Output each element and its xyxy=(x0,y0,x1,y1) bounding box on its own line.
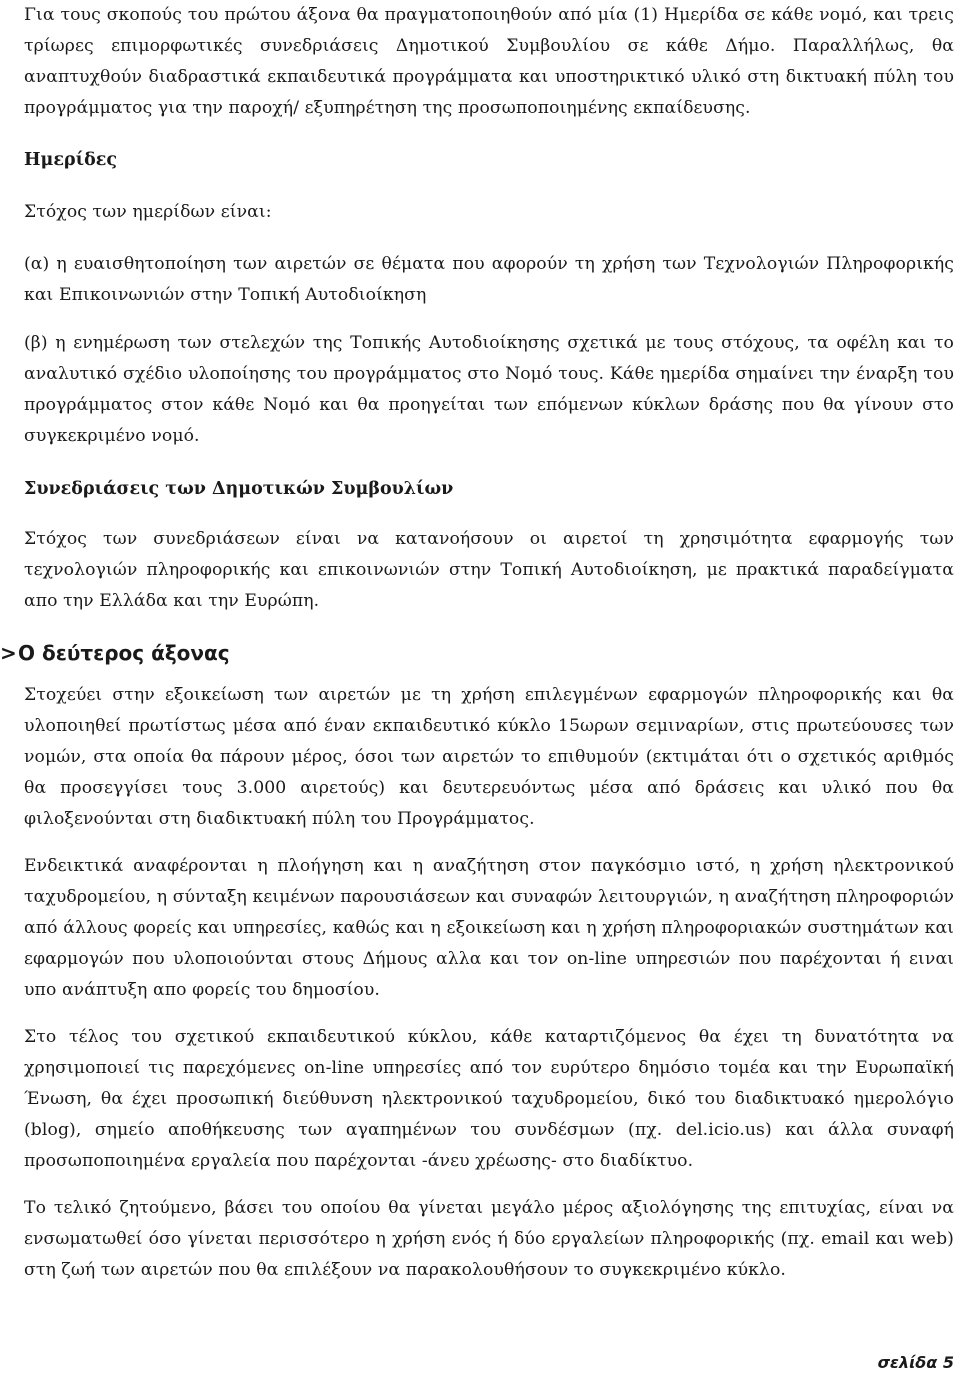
imerides-item-a: (α) η ευαισθητοποίηση των αιρετών σε θέματα που αφορούν τη χρήση των Τεχνολογιών Πληροφορικής και Επικοινωνιών στην Τοπική Αυτοδιοίκηση xyxy=(24,254,954,305)
second-axis-title: Ο δεύτερος άξονας xyxy=(18,641,230,665)
second-axis-paragraph-2: Ενδεικτικά αναφέρονται η πλοήγηση και η αναζήτηση στον παγκόσμιο ιστό, η χρήση ηλεκτρονικού ταχυδρομείου, η σύνταξη κειμένων παρουσιάσεων και συναφών λειτουργιών, η αναζήτηση πληροφοριών από άλλους φορείς και υπηρεσίες, καθώς και η εξοικείωση και η χρήση πληροφοριακών συστημάτων και εφαρμογών που υλοποιούνται στους Δήμους αλλα και τον on-line υπηρεσιών που παρέχονται ή ειναι υπο ανάπτυξη απο φορείς του δημοσίου. xyxy=(24,856,954,1000)
arrow-icon: > xyxy=(0,641,17,665)
heading-imerides: Ημερίδες xyxy=(24,150,118,170)
second-axis-paragraph-1: Στοχεύει στην εξοικείωση των αιρετών με τη χρήση επιλεγμένων εφαρμογών πληροφορικής και θα υλοποιηθεί πρωτίστως μέσα από έναν εκπαιδευτικό κύκλο 15ωρων σεμιναρίων, στις πρωτεύουσες των νομών, στα οποία θα πάρουν μέρος, όσοι των αιρετών το επιθυμούν (εκτιμάται ότι ο σχετικός αριθμός θα προσεγγίσει τους 3.000 αιρετούς) και δευτερευόντως μέσα από δράσεις και υλικό που θα φιλοξενούνται στη διαδικτυακή πύλη του Προγράμματος. xyxy=(24,685,954,829)
second-axis-paragraph-4: Το τελικό ζητούμενο, βάσει του οποίου θα γίνεται μεγάλο μέρος αξιολόγησης της επιτυχίας, είναι να ενσωματωθεί όσο γίνεται περισσότερο η χρήση ενός ή δύο εργαλείων πληροφορικής (πχ. email και web) στη ζωή των αιρετών που θα επιλέξουν να παρακολουθήσουν το συγκεκριμένο κύκλο. xyxy=(24,1198,954,1280)
page-number: σελίδα 5 xyxy=(877,1353,954,1372)
second-axis-paragraph-3: Στο τέλος του σχετικού εκπαιδευτικού κύκλου, κάθε καταρτιζόμενος θα έχει τη δυνατότητα να χρησιμοποιεί τις παρεχόμενες on-line υπηρεσίες από τον ευρύτερο δημόσιο τομέα και την Ευρωπαϊκή Ένωση, θα έχει προσωπική διεύθυνση ηλεκτρονικού ταχυδρομείου, δικό του διαδικτυακό ημερολόγιο (blog), σημείο αποθήκευσης των αγαπημένων του συνδέσμων (πχ. del.icio.us) και άλλα συναφή προσωποποιημένα εργαλεία που παρέχονται -άνευ χρέωσης- στο διαδίκτυο. xyxy=(24,1027,954,1171)
intro-paragraph: Για τους σκοπούς του πρώτου άξονα θα πραγματοποιηθούν από μία (1) Ημερίδα σε κάθε νομό, και τρεις τρίωρες επιμορφωτικές συνεδριάσεις Δημοτικού Συμβουλίου σε κάθε Δήμο. Παραλλήλως, θα αναπτυχθούν διαδραστικά εκπαιδευτικά προγράμματα και υποστηρικτικό υλικό στη δικτυακή πύλη του προγράμματος για την παροχή/ εξυπηρέτηση της προσωποποιημένης εκπαίδευσης. xyxy=(24,5,954,118)
heading-synedriaseis: Συνεδριάσεις των Δημοτικών Συμβουλίων xyxy=(24,479,454,499)
heading-second-axis xyxy=(0,638,954,669)
imerides-item-b: (β) η ενημέρωση των στελεχών της Τοπικής Αυτοδιοίκησης σχετικά με τους στόχους, τα οφέλη και το αναλυτικό σχέδιο υλοποίησης του προγράμματος στο Νομό τους. Κάθε ημερίδα σημαίνει την έναρξη του προγράμματος στον κάθε Νομό και θα προηγείται των επόμενων κύκλων δράσης που θα γίνουν στο συγκεκριμένο νομό. xyxy=(24,333,954,446)
imerides-goal-intro: Στόχος των ημερίδων είναι: xyxy=(24,202,272,222)
synedriaseis-paragraph: Στόχος των συνεδριάσεων είναι να κατανοήσουν οι αιρετοί τη χρησιμότητα εφαρμογής των τεχνολογιών πληροφορικής και επικοινωνιών στην Τοπική Αυτοδιοίκηση, με πρακτικά παραδείγματα απο την Ελλάδα και την Ευρώπη. xyxy=(24,529,954,611)
